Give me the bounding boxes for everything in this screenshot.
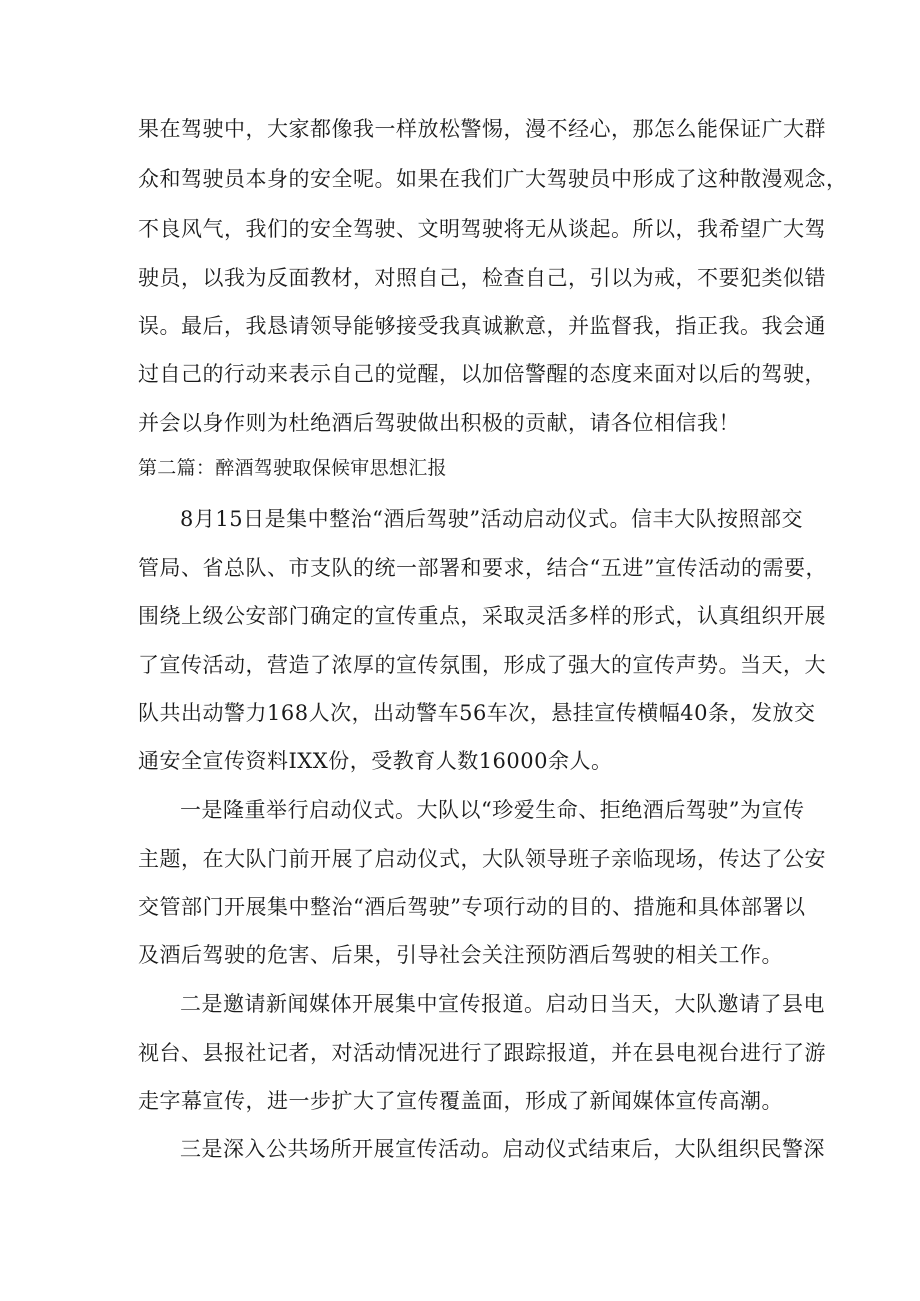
text-line: 交管部门开展集中整治“酒后驾驶”专项行动的目的、措施和具体部署以 [138,895,806,919]
text-line: 通安全宣传资料IXX份，受教育人数16000余人。 [138,749,613,773]
text-line: 三是深入公共场所开展宣传活动。启动仪式结束后，大队组织民警深 [180,1137,825,1161]
text-line: 过自己的行动来表示自己的觉醒，以加倍警醒的态度来面对以后的驾驶， [138,362,826,386]
text-line: 围绕上级公安部门确定的宣传重点，采取灵活多样的形式，认真组织开展 [138,604,826,628]
text-line: 驶员，以我为反面教材，对照自己，检查自己，引以为戒，不要犯类似错 [138,266,826,290]
text-line: 视台、县报社记者，对活动情况进行了跟踪报道，并在县电视台进行了游 [138,1041,826,1065]
text-line: 二是邀请新闻媒体开展集中宣传报道。启动日当天，大队邀请了县电 [180,992,825,1016]
text-line: 及酒后驾驶的危害、后果，引导社会关注预防酒后驾驶的相关工作。 [138,943,783,967]
text-line: 不良风气，我们的安全驾驶、文明驾驶将无从谈起。所以，我希望广大驾 [138,217,826,241]
text-line: 管局、省总队、市支队的统一部署和要求，结合“五进”宣传活动的需要， [138,556,827,580]
text-line: 果在驾驶中，大家都像我一样放松警惕，漫不经心，那怎么能保证广大群 [138,117,826,141]
text-line: 8月15日是集中整治“酒后驾驶”活动启动仪式。信丰大队按照部交 [180,507,804,531]
text-line: 并会以身作则为杜绝酒后驾驶做出积极的贡献，请各位相信我！ [138,411,740,435]
text-line: 走字幕宣传，进一步扩大了宣传覆盖面，形成了新闻媒体宣传高潮。 [138,1089,783,1113]
text-line: 误。最后，我恳请领导能够接受我真诚歉意，并监督我，指正我。我会通 [138,314,826,338]
text-line: 了宣传活动，营造了浓厚的宣传氛围，形成了强大的宣传声势。当天，大 [138,653,826,677]
text-line: 队共出动警力168人次，出动警车56车次，悬挂宣传横幅40条，发放交 [138,701,816,725]
section-title: 第二篇：醉酒驾驶取保候审思想汇报 [138,457,447,479]
text-line: 主题，在大队门前开展了启动仪式，大队领导班子亲临现场，传达了公安 [138,847,826,871]
text-line: 一是隆重举行启动仪式。大队以“珍爱生命、拒绝酒后驾驶”为宣传 [180,798,805,822]
text-line: 众和驾驶员本身的安全呢。如果在我们广大驾驶员中形成了这种散漫观念， [138,167,848,191]
